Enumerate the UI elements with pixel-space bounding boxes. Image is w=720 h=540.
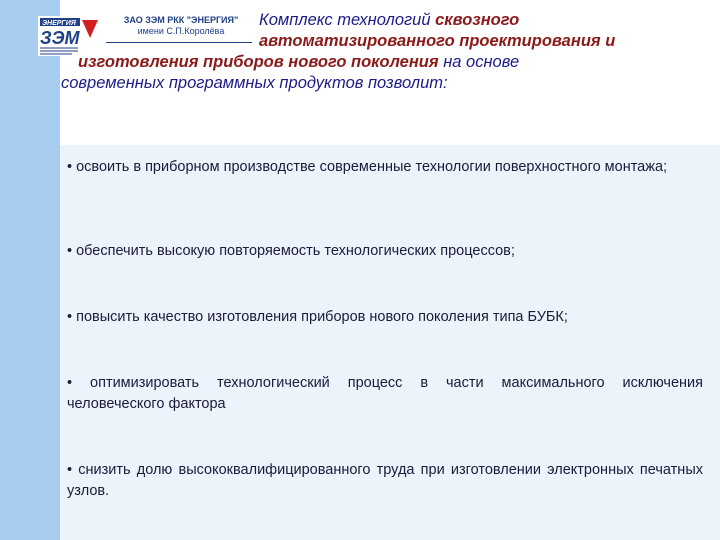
zem-logo-icon <box>38 16 100 56</box>
logo-top-text: ЭНЕРГИЯ <box>42 20 76 27</box>
title-line-2-em: автоматизированного проектирования и <box>259 32 616 50</box>
logo-org-name: ЗАО ЗЭМ РКК "ЭНЕРГИЯ" <box>123 15 239 25</box>
title-line-2 <box>259 31 615 52</box>
bullet-item-quality: • повысить качество изготовления приборов нового поколения типа БУБК; <box>67 309 568 325</box>
title-line-4-plain: современных программных продуктов позволит: <box>61 74 448 92</box>
logo-org-subtitle: имени С.П.Королёва <box>137 26 225 36</box>
left-decor-strip <box>0 0 60 540</box>
bullet-item-surface-mount: • освоить в приборном производстве современные технологии поверхностного монтажа; <box>67 159 668 175</box>
title-line-1-em: сквозного <box>435 11 520 29</box>
title-line-1 <box>259 10 519 31</box>
title-line-4 <box>61 73 448 94</box>
bullet-item-repeatability: • обеспечить высокую повторяемость технологических процессов; <box>67 243 515 259</box>
bullet-item-optimize: • оптимизировать технологический процесс в части максимального исключения человеческого фактора <box>67 375 703 412</box>
logo-mark-text: ЗЭМ <box>40 28 80 48</box>
title-line-1-plain: Комплекс технологий <box>259 11 436 29</box>
bullet-item-reduce-labor: • снизить долю высококвалифицированного труда при изготовлении электронных печатных узлов. <box>67 462 703 499</box>
title-line-3 <box>78 52 519 73</box>
title-line-3-em: изготовления приборов нового поколения <box>78 53 439 71</box>
logo-divider <box>106 42 252 43</box>
title-line-3-plain: на основе <box>438 53 520 71</box>
